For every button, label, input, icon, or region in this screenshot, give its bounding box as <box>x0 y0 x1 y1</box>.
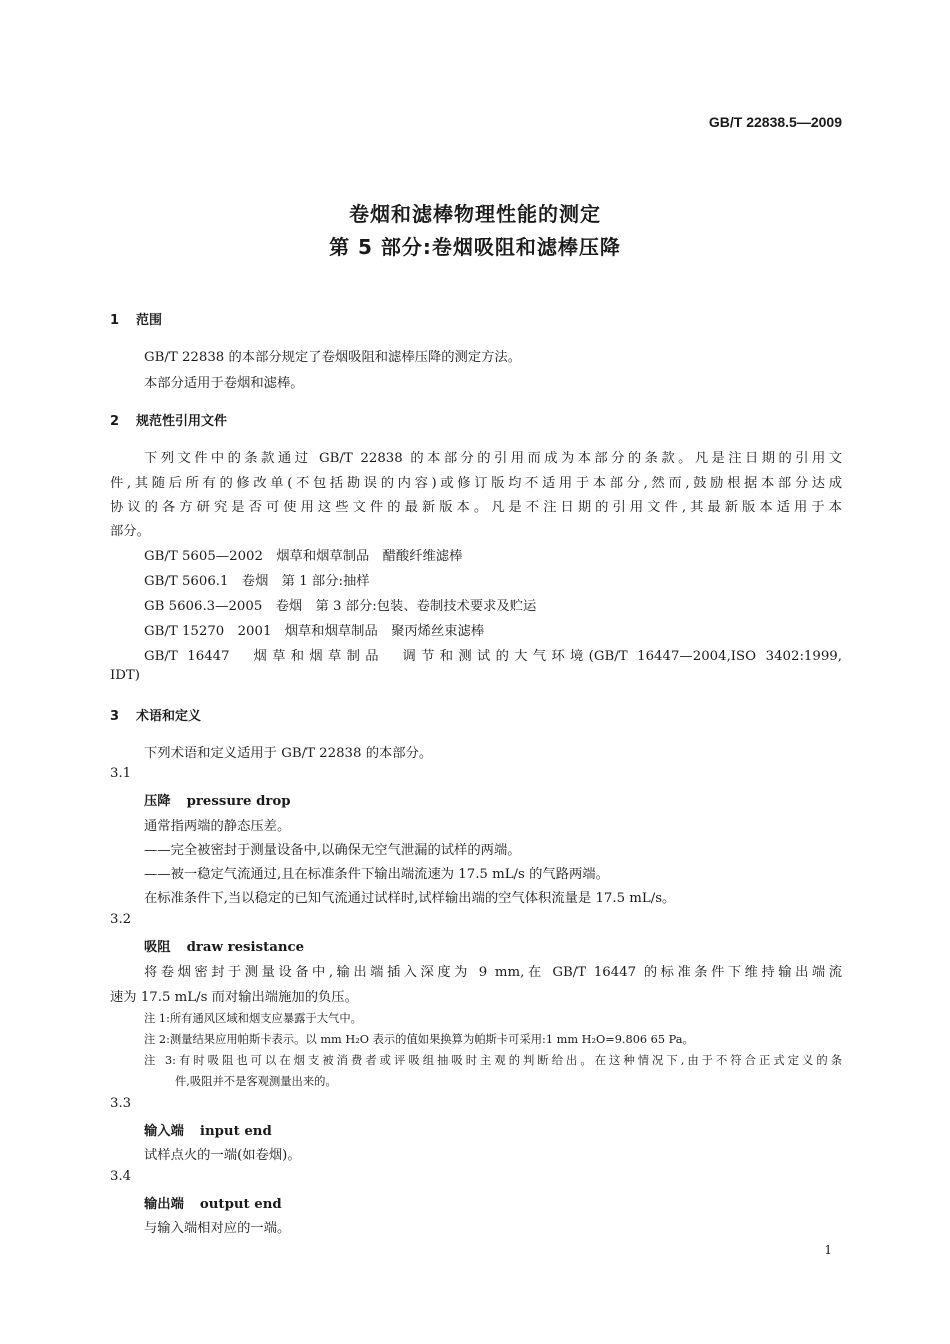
reference-item: GB/T 15270 2001 烟草和烟草制品 聚丙烯丝束滤棒 <box>144 624 485 639</box>
term-en: pressure drop <box>186 794 291 809</box>
term-heading <box>144 790 291 809</box>
reference-item: GB 5606.3—2005 卷烟 第 3 部分:包装、卷制技术要求及贮运 <box>144 599 537 614</box>
definition: 在标准条件下,当以稳定的已知气流通过试样时,试样输出端的空气体积流量是 17.5 mL/s。 <box>144 891 676 906</box>
paragraph: GB/T 22838 的本部分规定了卷烟吸阻和滤棒压降的测定方法。 <box>144 350 522 365</box>
document-title-line2: 第 5 部分:卷烟吸阻和滤棒压降 <box>329 235 621 259</box>
paragraph: 本部分适用于卷烟和滤棒。 <box>144 376 304 391</box>
paragraph-line: 下列文件中的条款通过 GB/T 22838 的本部分的引用而成为本部分的条款。凡是注日期的引用文 <box>144 451 842 466</box>
definition: 通常指两端的静态压差。 <box>144 819 291 834</box>
paragraph-line: 部分。 <box>110 524 150 539</box>
definition: 试样点火的一端(如卷烟)。 <box>144 1148 301 1163</box>
reference-item: GB/T 5605—2002 烟草和烟草制品 醋酸纤维滤棒 <box>144 549 463 564</box>
section-title: 范围 <box>136 313 163 328</box>
section-2-heading <box>110 410 227 429</box>
term-zh: 压降 <box>144 794 171 809</box>
section-number: 1 <box>110 313 120 328</box>
term-zh: 输入端 <box>144 1124 184 1139</box>
term-zh: 输出端 <box>144 1197 184 1212</box>
section-title: 规范性引用文件 <box>136 414 228 429</box>
term-heading <box>144 1120 272 1139</box>
section-title: 术语和定义 <box>136 709 202 724</box>
paragraph: 下列术语和定义适用于 GB/T 22838 的本部分。 <box>144 746 433 761</box>
term-en: output end <box>199 1197 282 1212</box>
section-3-heading <box>110 705 201 724</box>
note-continuation: 件,吸阻并不是客观测量出来的。 <box>175 1075 337 1088</box>
document-title-line1: 卷烟和滤棒物理性能的测定 <box>349 202 601 226</box>
reference-item: GB/T 5606.1 卷烟 第 1 部分:抽样 <box>144 574 370 589</box>
clause-number: 3.1 <box>110 766 132 781</box>
term-heading <box>144 1193 282 1212</box>
clause-number: 3.2 <box>110 912 132 927</box>
definition-dash-item: ——被一稳定气流通过,且在标准条件下输出端流速为 17.5 mL/s 的气路两端。 <box>144 867 609 882</box>
note: 注 2:测量结果应用帕斯卡表示。以 mm H₂O 表示的值如果换算为帕斯卡可采用:1 mm H₂O=9.806 65 Pa。 <box>144 1033 694 1046</box>
section-number: 2 <box>110 414 120 429</box>
section-number: 3 <box>110 709 120 724</box>
paragraph-line: 协议的各方研究是否可使用这些文件的最新版本。凡是不注日期的引用文件,其最新版本适用于本 <box>110 500 842 515</box>
note: 注 1:所有通风区域和烟支应暴露于大气中。 <box>144 1012 362 1025</box>
term-heading <box>144 936 304 955</box>
definition: 速为 17.5 mL/s 而对输出端施加的负压。 <box>110 990 358 1005</box>
clause-number: 3.4 <box>110 1169 132 1184</box>
definition-dash-item: ——完全被密封于测量设备中,以确保无空气泄漏的试样的两端。 <box>144 843 521 858</box>
standard-number: GB/T 22838.5—2009 <box>708 114 842 130</box>
section-1-heading <box>110 309 162 328</box>
paragraph-line: 件,其随后所有的修改单(不包括勘误的内容)或修订版均不适用于本部分,然而,鼓励根据本部分达成 <box>110 476 842 491</box>
page-number: 1 <box>824 1243 832 1257</box>
definition: 与输入端相对应的一端。 <box>144 1221 291 1236</box>
reference-item-continuation: IDT) <box>110 668 140 683</box>
clause-number: 3.3 <box>110 1096 132 1111</box>
reference-item: GB/T 16447 烟草和烟草制品 调节和测试的大气环境(GB/T 16447—2004,ISO 3402:1999, <box>144 649 842 664</box>
term-zh: 吸阻 <box>144 940 171 955</box>
term-en: input end <box>199 1124 272 1139</box>
term-en: draw resistance <box>186 940 305 955</box>
definition: 将卷烟密封于测量设备中,输出端插入深度为 9 mm,在 GB/T 16447 的标准条件下维持输出端流 <box>144 965 842 980</box>
note: 注 3:有时吸阻也可以在烟支被消费者或评吸组抽吸时主观的判断给出。在这种情况下,由于不符合正式定义的条 <box>144 1054 842 1067</box>
